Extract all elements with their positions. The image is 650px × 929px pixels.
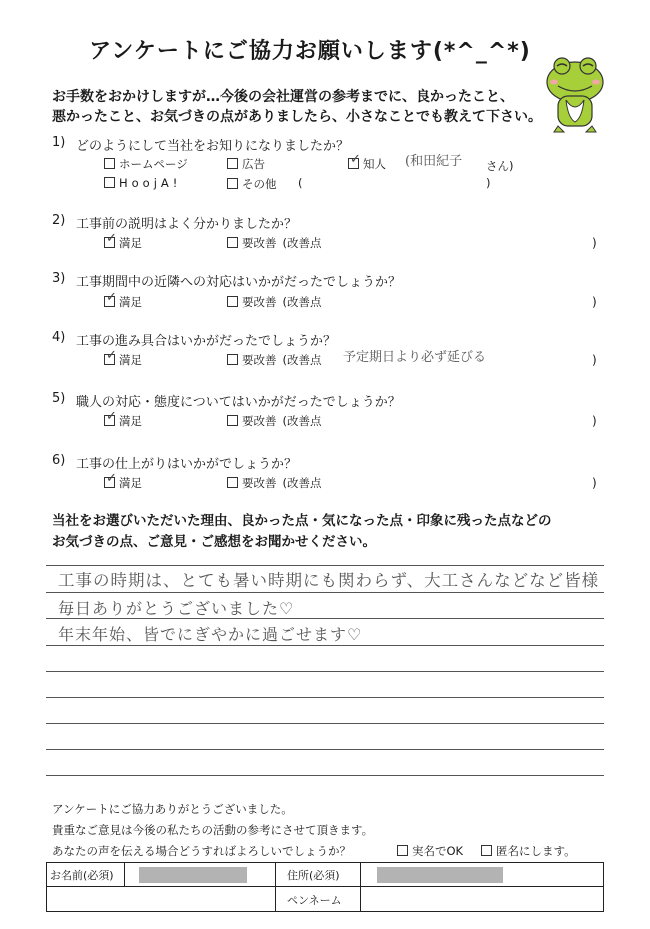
q4-option-satisfied[interactable]: ✓ 満足 (106, 348, 142, 367)
checkbox-checked[interactable] (104, 290, 117, 307)
check-mark-icon: ✓ (106, 471, 117, 486)
rule-line (46, 775, 604, 776)
checkbox[interactable] (227, 354, 238, 365)
comment-line-1: 工事の時期は、とても暑い時期にも関わらず、大工さんなどなど皆様 (58, 571, 600, 590)
rule-line (46, 592, 604, 593)
checkbox-checked[interactable] (104, 231, 117, 248)
checkbox-checked[interactable] (104, 471, 117, 488)
checkbox[interactable] (227, 237, 238, 248)
q1-option-ad[interactable]: 広告 (227, 156, 265, 172)
name-value-redacted[interactable] (139, 867, 247, 883)
name-label-cell (47, 863, 125, 886)
q4-close-paren: ) (592, 353, 597, 367)
q1-other-close-paren: ) (486, 176, 491, 190)
q3-close-paren: ) (592, 295, 597, 309)
q6-number: 6) (52, 453, 66, 468)
comment-line-3: 年末年始、皆でにぎやかに過ごせます♡ (58, 625, 363, 644)
q2-number: 2) (52, 213, 66, 228)
checkbox-checked[interactable] (104, 348, 117, 365)
q3-text: 工事期間中の近隣への対応はいかがだったでしょうか？ (76, 275, 402, 290)
checkbox[interactable] (481, 845, 492, 856)
checkbox[interactable] (104, 177, 115, 188)
rule-line (46, 723, 604, 724)
q1-option-friend[interactable]: ✓ 知人 (350, 152, 386, 171)
q4-number: 4) (52, 330, 66, 345)
name-label: お名前(必須) (50, 869, 114, 882)
check-mark-icon: ✓ (106, 290, 117, 305)
penname-label: ペンネーム (287, 894, 342, 907)
q4-text: 工事の進み具合はいかがだったでしょうか？ (76, 334, 337, 349)
q3-option-satisfied[interactable]: ✓ 満足 (106, 290, 142, 309)
q1-option-hooja[interactable]: HoojA! (104, 176, 181, 190)
q6-option-improve[interactable]: 要改善 (改善点 (227, 475, 322, 491)
q2-option-satisfied[interactable]: ✓ 満足 (106, 231, 142, 250)
q2-close-paren: ) (592, 236, 597, 250)
thanks-text: アンケートにご協力ありがとうございました。 (52, 802, 293, 816)
q3-number: 3) (52, 271, 66, 286)
q2-text: 工事前の説明はよく分かりましたか？ (76, 217, 298, 232)
address-label: 住所(必須) (287, 869, 340, 882)
q1-option-homepage[interactable]: ホームページ (104, 156, 188, 172)
option-real-name-ok[interactable]: 実名でOK (397, 843, 463, 859)
table-row-divider (47, 886, 603, 887)
comment-line-2: 毎日ありがとうございました♡ (58, 599, 295, 618)
rule-line (46, 565, 604, 566)
check-mark-icon: ✓ (106, 409, 117, 424)
q1-friend-name-handwritten: (和田紀子 (405, 154, 463, 169)
checkbox-checked[interactable] (104, 409, 117, 426)
checkbox[interactable] (397, 845, 408, 856)
q2-option-improve[interactable]: 要改善 (改善点 (227, 235, 322, 251)
intro-line-2: 悪かったこと、お気づきの点がありましたら、小さなことでも教えて下さい。 (52, 109, 542, 125)
comments-heading-line-2: お気づきの点、ご意見・ご感想をお聞かせください。 (52, 534, 376, 550)
contact-form-table (46, 862, 604, 912)
q5-option-improve[interactable]: 要改善 (改善点 (227, 413, 322, 429)
checkbox[interactable] (227, 415, 238, 426)
check-mark-icon: ✓ (350, 152, 361, 167)
address-value-redacted[interactable] (377, 867, 503, 883)
rule-line (46, 749, 604, 750)
frog-mascot-icon (540, 52, 610, 134)
page-title: アンケートにご協力お願いします(*^_^*) (89, 39, 531, 64)
q1-friend-suffix: さん) (486, 159, 514, 173)
intro-line-1: お手数をおかけしますが…今後の会社運営の参考までに、良かったこと、 (52, 89, 514, 105)
table-col-divider (275, 863, 276, 911)
q1-other-open-paren: ( (298, 176, 303, 190)
penname-field[interactable] (367, 889, 597, 909)
check-mark-icon: ✓ (106, 231, 117, 246)
q3-option-improve[interactable]: 要改善 (改善点 (227, 294, 322, 310)
rule-line (46, 645, 604, 646)
q5-number: 5) (52, 391, 66, 406)
q5-text: 職人の対応・態度についてはいかがだったでしょうか？ (76, 395, 401, 410)
q4-option-improve[interactable]: 要改善 (改善点 (227, 352, 322, 368)
checkbox[interactable] (227, 296, 238, 307)
q6-option-satisfied[interactable]: ✓ 満足 (106, 471, 142, 490)
reference-text: 貴重なご意見は今後の私たちの活動の参考にさせて頂きます。 (52, 823, 374, 837)
q4-handwritten-note: 予定期日より必ず延びる (343, 350, 487, 365)
q1-number: 1) (52, 135, 66, 150)
checkbox[interactable] (227, 158, 238, 169)
rule-line (46, 671, 604, 672)
rule-line (46, 697, 604, 698)
q6-text: 工事の仕上がりはいかがでしょうか？ (76, 457, 298, 472)
q5-close-paren: ) (592, 414, 597, 428)
checkbox[interactable] (104, 158, 115, 169)
q1-option-other[interactable]: その他 (227, 176, 277, 192)
table-col-divider (360, 863, 361, 911)
check-mark-icon: ✓ (106, 348, 117, 363)
q1-text: どのようにして当社をお知りになりましたか？ (76, 139, 350, 154)
comments-heading-line-1: 当社をお選びいただいた理由、良かった点・気になった点・印象に残った点などの (52, 513, 552, 529)
checkbox[interactable] (227, 477, 238, 488)
checkbox-checked[interactable] (348, 152, 361, 169)
checkbox[interactable] (227, 178, 238, 189)
q5-option-satisfied[interactable]: ✓ 満足 (106, 409, 142, 428)
q6-close-paren: ) (592, 476, 597, 490)
option-anonymous[interactable]: 匿名にします。 (481, 843, 576, 859)
voice-question: あなたの声を伝える場合どうすればよろしいでしょうか？ (52, 844, 351, 858)
